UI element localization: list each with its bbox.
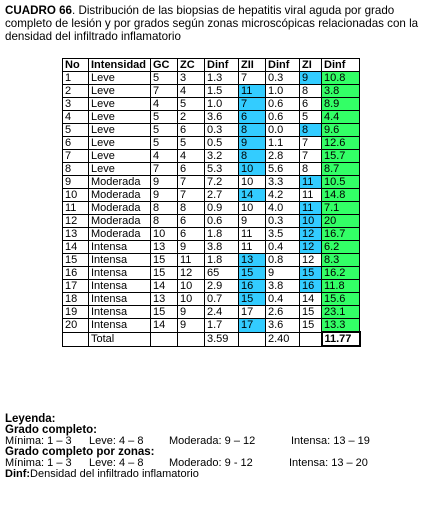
cell-dinf-zii: 3.3 xyxy=(266,176,300,189)
cell-dinf-zii: 0.0 xyxy=(266,124,300,137)
cell-dinf-zii: 0.8 xyxy=(266,254,300,267)
cell-zc: 10 xyxy=(178,293,205,306)
table-row xyxy=(63,319,360,333)
cell-dinf-zii: 4.0 xyxy=(266,202,300,215)
cell-zc: 4 xyxy=(178,150,205,163)
cell-gc: 4 xyxy=(151,98,178,111)
cell-no: 18 xyxy=(63,293,89,306)
cell-no: 19 xyxy=(63,306,89,319)
cell-zii: 15 xyxy=(239,293,266,306)
total-empty xyxy=(239,332,266,346)
cell-zii: 16 xyxy=(239,280,266,293)
table-row xyxy=(63,293,360,306)
cell-dinf-zc: 0.3 xyxy=(205,124,239,137)
cell-zii: 10 xyxy=(239,176,266,189)
table-row xyxy=(63,228,360,241)
cell-dinf-zc: 2.4 xyxy=(205,306,239,319)
cell-no: 1 xyxy=(63,72,89,85)
cell-intensidad: Intensa xyxy=(89,267,151,280)
cell-dinf-zii: 0.3 xyxy=(266,215,300,228)
cell-intensidad: Intensa xyxy=(89,280,151,293)
cell-zc: 11 xyxy=(178,254,205,267)
cell-dinf-zc: 2.9 xyxy=(205,280,239,293)
cell-zi: 7 xyxy=(300,137,322,150)
cell-zc: 6 xyxy=(178,124,205,137)
cell-dinf-zc: 0.9 xyxy=(205,202,239,215)
cell-zii: 10 xyxy=(239,163,266,176)
cell-zi: 15 xyxy=(300,306,322,319)
cell-zc: 3 xyxy=(178,72,205,85)
cell-dinf-zi: 9.6 xyxy=(322,124,360,137)
cell-zc: 5 xyxy=(178,137,205,150)
cell-dinf-zc: 1.8 xyxy=(205,228,239,241)
legend-gc-moderada: Moderada: 9 – 12 xyxy=(169,435,256,447)
table-row xyxy=(63,215,360,228)
cell-dinf-zii: 3.5 xyxy=(266,228,300,241)
cell-dinf-zii: 3.8 xyxy=(266,280,300,293)
cell-dinf-zii: 0.3 xyxy=(266,72,300,85)
cell-dinf-zi: 4.4 xyxy=(322,111,360,124)
cell-no: 11 xyxy=(63,202,89,215)
cell-gc: 8 xyxy=(151,215,178,228)
cell-zi: 7 xyxy=(300,150,322,163)
cell-dinf-zc: 1.0 xyxy=(205,98,239,111)
cell-no: 10 xyxy=(63,189,89,202)
table-row xyxy=(63,267,360,280)
cell-intensidad: Moderada xyxy=(89,189,151,202)
table-row xyxy=(63,176,360,189)
cell-zc: 10 xyxy=(178,280,205,293)
legend-dinf-label: Dinf: xyxy=(5,468,31,480)
cell-zc: 6 xyxy=(178,215,205,228)
cell-gc: 14 xyxy=(151,280,178,293)
cell-dinf-zii: 5.6 xyxy=(266,163,300,176)
cell-zi: 5 xyxy=(300,111,322,124)
cell-dinf-zc: 1.5 xyxy=(205,85,239,98)
cell-dinf-zi: 3.8 xyxy=(322,85,360,98)
legend-dinf-row xyxy=(5,469,370,480)
cell-gc: 14 xyxy=(151,319,178,333)
table-row xyxy=(63,202,360,215)
cell-intensidad: Intensa xyxy=(89,306,151,319)
cell-zc: 7 xyxy=(178,189,205,202)
cell-zc: 6 xyxy=(178,163,205,176)
cell-zi: 12 xyxy=(300,254,322,267)
table-row xyxy=(63,254,360,267)
cell-zc: 4 xyxy=(178,85,205,98)
cell-dinf-zc: 1.7 xyxy=(205,319,239,333)
header-dinf-zc: Dinf xyxy=(205,59,239,72)
legend-gz-intensa: Intensa: 13 – 20 xyxy=(289,457,368,469)
cell-no: 6 xyxy=(63,137,89,150)
cell-intensidad: Leve xyxy=(89,150,151,163)
cell-dinf-zi: 11.8 xyxy=(322,280,360,293)
cell-intensidad: Leve xyxy=(89,85,151,98)
cell-zii: 6 xyxy=(239,111,266,124)
cell-no: 4 xyxy=(63,111,89,124)
total-empty xyxy=(300,332,322,346)
total-dinf-zii: 2.40 xyxy=(266,332,300,346)
cell-intensidad: Moderada xyxy=(89,202,151,215)
cell-dinf-zc: 5.3 xyxy=(205,163,239,176)
biopsy-table xyxy=(62,58,361,347)
cell-dinf-zi: 16.2 xyxy=(322,267,360,280)
table-row xyxy=(63,98,360,111)
cell-dinf-zi: 14.8 xyxy=(322,189,360,202)
cell-dinf-zc: 3.2 xyxy=(205,150,239,163)
cell-zi: 10 xyxy=(300,215,322,228)
cell-dinf-zc: 0.7 xyxy=(205,293,239,306)
cell-dinf-zc: 1.8 xyxy=(205,254,239,267)
header-dinf-zii: Dinf xyxy=(266,59,300,72)
cell-dinf-zi: 7.1 xyxy=(322,202,360,215)
cell-gc: 15 xyxy=(151,267,178,280)
table-row xyxy=(63,137,360,150)
total-empty xyxy=(63,332,89,346)
cell-gc: 15 xyxy=(151,306,178,319)
cell-no: 5 xyxy=(63,124,89,137)
header-zc: ZC xyxy=(178,59,205,72)
cell-intensidad: Leve xyxy=(89,124,151,137)
cell-zi: 12 xyxy=(300,241,322,254)
cell-zi: 8 xyxy=(300,85,322,98)
cell-intensidad: Moderada xyxy=(89,215,151,228)
table-row xyxy=(63,85,360,98)
cell-dinf-zi: 16.7 xyxy=(322,228,360,241)
table-row xyxy=(63,241,360,254)
cell-zc: 6 xyxy=(178,228,205,241)
cell-no: 17 xyxy=(63,280,89,293)
table-row xyxy=(63,150,360,163)
cell-zc: 9 xyxy=(178,241,205,254)
header-zi: ZI xyxy=(300,59,322,72)
cell-intensidad: Leve xyxy=(89,98,151,111)
total-row xyxy=(63,332,360,346)
header-gc: GC xyxy=(151,59,178,72)
table-caption xyxy=(5,4,421,43)
cell-dinf-zii: 9 xyxy=(266,267,300,280)
cell-zi: 11 xyxy=(300,202,322,215)
cell-dinf-zi: 8.3 xyxy=(322,254,360,267)
cell-gc: 13 xyxy=(151,241,178,254)
cell-zi: 14 xyxy=(300,293,322,306)
cell-zii: 17 xyxy=(239,319,266,333)
cell-dinf-zc: 3.6 xyxy=(205,111,239,124)
cell-dinf-zc: 0.5 xyxy=(205,137,239,150)
cell-dinf-zii: 4.2 xyxy=(266,189,300,202)
cell-zi: 8 xyxy=(300,163,322,176)
legend-gz-moderado: Moderado: 9 - 12 xyxy=(169,457,253,469)
total-empty xyxy=(178,332,205,346)
cell-no: 20 xyxy=(63,319,89,333)
cell-zii: 14 xyxy=(239,189,266,202)
cell-dinf-zi: 15.7 xyxy=(322,150,360,163)
cell-intensidad: Intensa xyxy=(89,319,151,333)
cell-zc: 8 xyxy=(178,202,205,215)
cell-dinf-zii: 1.1 xyxy=(266,137,300,150)
cell-gc: 13 xyxy=(151,293,178,306)
cell-no: 9 xyxy=(63,176,89,189)
legend-dinf-text: Densidad del infiltrado inflamatorio xyxy=(30,468,199,480)
cell-no: 8 xyxy=(63,163,89,176)
cell-gc: 5 xyxy=(151,111,178,124)
cell-dinf-zi: 23.1 xyxy=(322,306,360,319)
cell-zii: 15 xyxy=(239,267,266,280)
cell-gc: 7 xyxy=(151,85,178,98)
cell-zc: 12 xyxy=(178,267,205,280)
cell-dinf-zc: 2.7 xyxy=(205,189,239,202)
cell-zi: 8 xyxy=(300,124,322,137)
total-dinf-zc: 3.59 xyxy=(205,332,239,346)
cell-zc: 7 xyxy=(178,176,205,189)
cell-dinf-zc: 0.6 xyxy=(205,215,239,228)
cell-zii: 8 xyxy=(239,150,266,163)
cell-gc: 8 xyxy=(151,202,178,215)
cell-no: 15 xyxy=(63,254,89,267)
legend-grado-completo-title: Grado completo: xyxy=(5,424,98,436)
cell-dinf-zi: 8.7 xyxy=(322,163,360,176)
header-intensidad: Intensidad xyxy=(89,59,151,72)
cell-zii: 11 xyxy=(239,85,266,98)
cell-intensidad: Moderada xyxy=(89,228,151,241)
table-row xyxy=(63,280,360,293)
header-dinf-zi: Dinf xyxy=(322,59,360,72)
cell-dinf-zi: 10.8 xyxy=(322,72,360,85)
cell-zii: 17 xyxy=(239,306,266,319)
caption-number: CUADRO 66 xyxy=(5,4,72,17)
cell-dinf-zi: 20 xyxy=(322,215,360,228)
cell-gc: 7 xyxy=(151,163,178,176)
legend-gz-leve: Leve: 4 – 8 xyxy=(89,457,144,469)
cell-gc: 9 xyxy=(151,189,178,202)
cell-dinf-zii: 1.0 xyxy=(266,85,300,98)
legend-grado-zonas-title: Grado completo por zonas: xyxy=(5,446,155,458)
cell-dinf-zi: 12.6 xyxy=(322,137,360,150)
total-empty xyxy=(151,332,178,346)
cell-zi: 15 xyxy=(300,319,322,333)
table-row xyxy=(63,306,360,319)
cell-dinf-zii: 0.6 xyxy=(266,98,300,111)
table-row xyxy=(63,124,360,137)
cell-zi: 11 xyxy=(300,176,322,189)
total-label: Total xyxy=(89,332,151,346)
cell-gc: 10 xyxy=(151,228,178,241)
cell-no: 13 xyxy=(63,228,89,241)
cell-zi: 6 xyxy=(300,98,322,111)
table-row xyxy=(63,163,360,176)
header-zii: ZII xyxy=(239,59,266,72)
cell-zc: 5 xyxy=(178,98,205,111)
cell-no: 16 xyxy=(63,267,89,280)
cell-dinf-zii: 0.4 xyxy=(266,241,300,254)
cell-intensidad: Moderada xyxy=(89,176,151,189)
cell-zii: 7 xyxy=(239,72,266,85)
cell-zc: 9 xyxy=(178,306,205,319)
cell-dinf-zii: 2.6 xyxy=(266,306,300,319)
cell-zii: 11 xyxy=(239,228,266,241)
cell-zii: 8 xyxy=(239,124,266,137)
legend-gz-minima: Mínima: 1 – 3 xyxy=(5,457,72,469)
legend-gc-leve: Leve: 4 – 8 xyxy=(89,435,144,447)
cell-zii: 9 xyxy=(239,137,266,150)
header-row xyxy=(63,59,360,72)
cell-zc: 2 xyxy=(178,111,205,124)
cell-zii: 7 xyxy=(239,98,266,111)
legend-title: Leyenda: xyxy=(5,413,56,425)
cell-zii: 11 xyxy=(239,241,266,254)
cell-intensidad: Leve xyxy=(89,111,151,124)
cell-intensidad: Intensa xyxy=(89,241,151,254)
cell-gc: 5 xyxy=(151,124,178,137)
cell-dinf-zii: 3.6 xyxy=(266,319,300,333)
cell-gc: 4 xyxy=(151,150,178,163)
cell-dinf-zi: 13.3 xyxy=(322,319,360,333)
cell-dinf-zi: 10.5 xyxy=(322,176,360,189)
cell-intensidad: Leve xyxy=(89,72,151,85)
cell-no: 7 xyxy=(63,150,89,163)
cell-intensidad: Leve xyxy=(89,137,151,150)
table-row xyxy=(63,72,360,85)
cell-zi: 16 xyxy=(300,280,322,293)
cell-dinf-zi: 15.6 xyxy=(322,293,360,306)
cell-zi: 15 xyxy=(300,267,322,280)
cell-dinf-zc: 1.3 xyxy=(205,72,239,85)
cell-intensidad: Intensa xyxy=(89,293,151,306)
cell-zii: 13 xyxy=(239,254,266,267)
cell-dinf-zc: 7.2 xyxy=(205,176,239,189)
cell-gc: 5 xyxy=(151,72,178,85)
cell-gc: 15 xyxy=(151,254,178,267)
cell-zi: 9 xyxy=(300,72,322,85)
cell-zc: 9 xyxy=(178,319,205,333)
cell-dinf-zii: 0.6 xyxy=(266,111,300,124)
cell-gc: 5 xyxy=(151,137,178,150)
cell-zi: 11 xyxy=(300,189,322,202)
cell-no: 14 xyxy=(63,241,89,254)
cell-dinf-zi: 8.9 xyxy=(322,98,360,111)
table-row xyxy=(63,111,360,124)
legend-gc-intensa: Intensa: 13 – 19 xyxy=(291,435,370,447)
cell-no: 3 xyxy=(63,98,89,111)
cell-dinf-zc: 65 xyxy=(205,267,239,280)
caption-text: . Distribución de las biopsias de hepatitis viral aguda por grado completo de lesión y por grados según zonas microscópicas relacionadas con la densidad del infiltrado inflamatorio xyxy=(5,4,419,43)
cell-dinf-zc: 3.8 xyxy=(205,241,239,254)
cell-dinf-zii: 0.4 xyxy=(266,293,300,306)
legend xyxy=(5,414,370,480)
cell-no: 2 xyxy=(63,85,89,98)
cell-zi: 12 xyxy=(300,228,322,241)
table-row xyxy=(63,189,360,202)
cell-gc: 9 xyxy=(151,176,178,189)
cell-intensidad: Leve xyxy=(89,163,151,176)
cell-dinf-zi: 6.2 xyxy=(322,241,360,254)
header-no: No xyxy=(63,59,89,72)
legend-gc-minima: Mínima: 1 – 3 xyxy=(5,435,72,447)
cell-zii: 10 xyxy=(239,202,266,215)
cell-intensidad: Intensa xyxy=(89,254,151,267)
cell-no: 12 xyxy=(63,215,89,228)
cell-zii: 9 xyxy=(239,215,266,228)
cell-dinf-zii: 2.8 xyxy=(266,150,300,163)
total-dinf-zi: 11.77 xyxy=(322,332,360,346)
